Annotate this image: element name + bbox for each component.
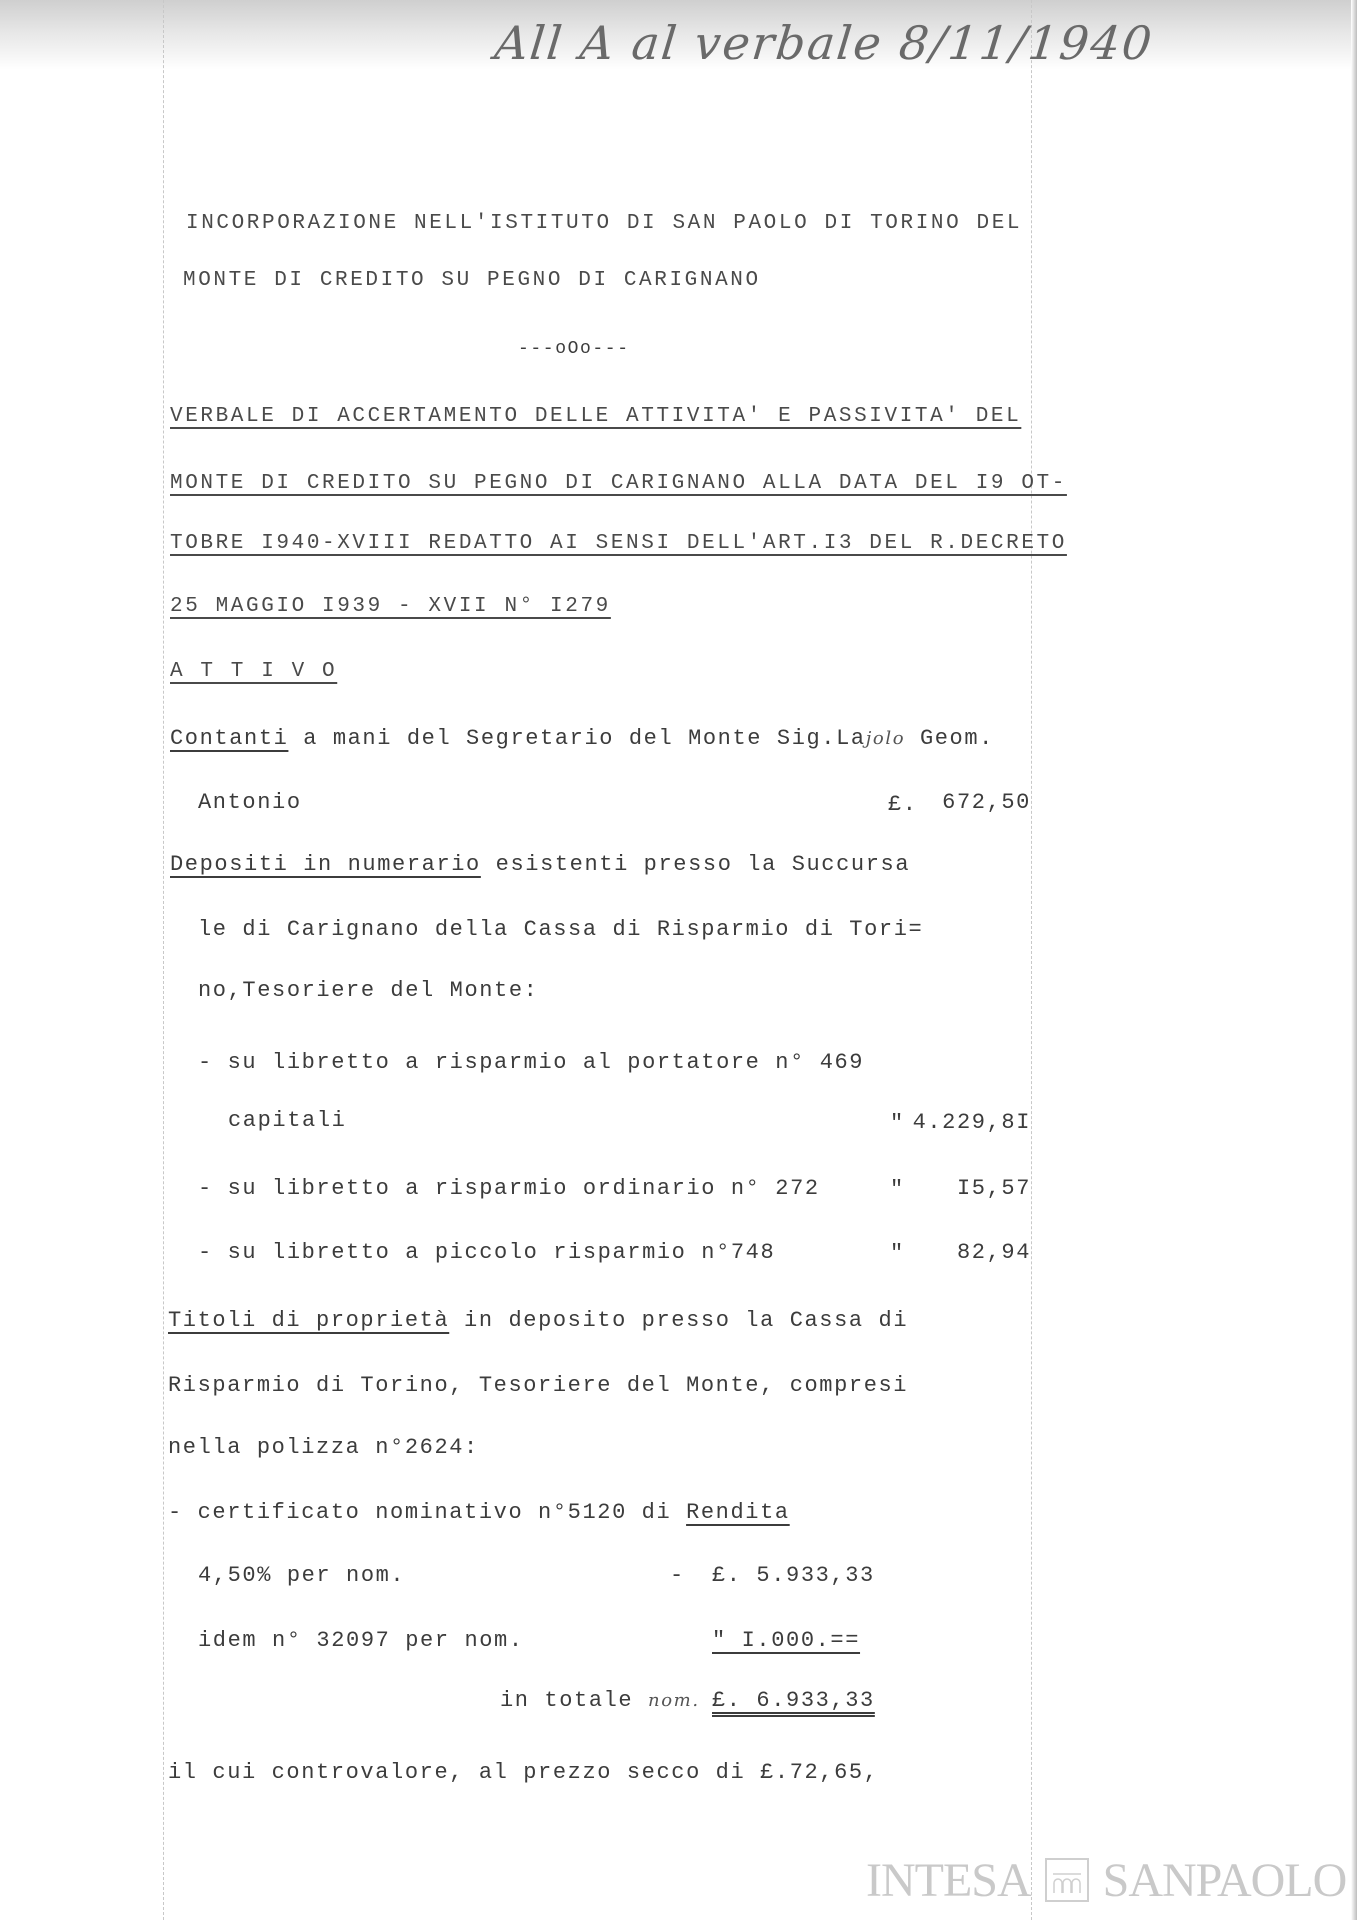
depositi-line-3: no,Tesoriere del Monte: bbox=[198, 978, 539, 1003]
verbale-line-3: TOBRE I940-XVIII REDATTO AI SENSI DELL'ART.I3 DEL R.DECRETO bbox=[170, 532, 1067, 555]
totale-label: in totale bbox=[500, 1688, 634, 1713]
logo-brand-right: SANPAOLO bbox=[1102, 1853, 1347, 1907]
verbale-line-1: VERBALE DI ACCERTAMENTO DELLE ATTIVITA' E PASSIVITA' DEL bbox=[170, 405, 1022, 428]
title-line-2: MONTE DI CREDITO SU PEGNO DI CARIGNANO bbox=[183, 269, 761, 292]
contanti-text-end: Geom. bbox=[905, 726, 994, 751]
idem-amount: " I.000.== bbox=[712, 1628, 861, 1653]
totale-amount: £. 6.933,33 bbox=[712, 1688, 875, 1713]
libretto-3-ditto: " bbox=[890, 1241, 905, 1266]
arches-icon bbox=[1052, 1872, 1082, 1894]
entry-depositi bbox=[170, 852, 910, 877]
certificato-dash: - bbox=[670, 1563, 685, 1588]
contanti-label: Contanti bbox=[170, 726, 289, 751]
certificato-line-2: 4,50% per nom. bbox=[198, 1563, 406, 1588]
contanti-name-handwritten: jolo bbox=[865, 728, 906, 749]
titoli-label: Titoli di proprietà bbox=[168, 1308, 450, 1333]
depositi-text: esistenti presso la Succursa bbox=[480, 852, 911, 877]
depositi-line-2: le di Carignano della Cassa di Risparmio di Tori= bbox=[198, 917, 924, 942]
libretto-1-amount: 4.229,8I bbox=[912, 1110, 1031, 1135]
antonio-currency: £. bbox=[888, 792, 918, 817]
libretto-1-line-2: capitali bbox=[228, 1108, 347, 1133]
titoli-text: in deposito presso la Cassa di bbox=[449, 1308, 909, 1333]
verbale-line-4: 25 MAGGIO I939 - XVII N° I279 bbox=[170, 595, 611, 618]
idem-line: idem n° 32097 per nom. bbox=[198, 1628, 524, 1653]
contanti-text: a mani del Segretario del Monte Sig. bbox=[288, 726, 837, 751]
logo-brand-left: INTESA bbox=[866, 1853, 1031, 1907]
libretto-3: - su libretto a piccolo risparmio n°748 bbox=[198, 1240, 776, 1265]
entry-titoli bbox=[168, 1308, 908, 1333]
libretto-3-amount: 82,94 bbox=[956, 1240, 1031, 1265]
intesa-sanpaolo-logo bbox=[866, 1850, 1346, 1910]
entry-contanti bbox=[170, 726, 994, 751]
separator: ---oOo--- bbox=[518, 339, 630, 359]
libretto-1-ditto: " bbox=[890, 1111, 905, 1136]
section-heading-attivo: A T T I V O bbox=[170, 660, 338, 683]
libretto-2-amount: I5,57 bbox=[956, 1176, 1031, 1201]
libretto-1-line-1: - su libretto a risparmio al portatore n° 469 bbox=[198, 1050, 865, 1075]
verbale-line-2: MONTE DI CREDITO SU PEGNO DI CARIGNANO ALLA DATA DEL I9 OT- bbox=[170, 472, 1067, 495]
titoli-line-3: nella polizza n°2624: bbox=[168, 1435, 479, 1460]
contanti-name-typed: La bbox=[836, 726, 866, 751]
entry-antonio: Antonio bbox=[198, 790, 302, 815]
totale-handwritten: nom. bbox=[648, 1690, 700, 1711]
antonio-amount: 672,50 bbox=[942, 790, 1031, 815]
certificato-rendita: Rendita bbox=[686, 1500, 790, 1525]
handwritten-annotation: All A al verbale 8/11/1940 bbox=[492, 16, 1157, 70]
depositi-label: Depositi in numerario bbox=[170, 852, 481, 877]
scan-shadow-right bbox=[1351, 0, 1357, 1920]
left-margin-rule bbox=[163, 0, 164, 1920]
right-margin-rule bbox=[1031, 0, 1032, 1920]
controvalore-line: il cui controvalore, al prezzo secco di £.72,65, bbox=[168, 1760, 879, 1785]
totale-line bbox=[500, 1688, 700, 1713]
certificato-amount: £. 5.933,33 bbox=[712, 1563, 875, 1588]
certificato-line-1 bbox=[168, 1500, 790, 1525]
libretto-2: - su libretto a risparmio ordinario n° 272 bbox=[198, 1176, 820, 1201]
certificato-text: - certificato nominativo n°5120 di bbox=[168, 1500, 687, 1525]
title-line-1: INCORPORAZIONE NELL'ISTITUTO DI SAN PAOLO DI TORINO DEL bbox=[186, 212, 1023, 235]
titoli-line-2: Risparmio di Torino, Tesoriere del Monte, compresi bbox=[168, 1373, 909, 1398]
logo-arches-icon bbox=[1045, 1858, 1089, 1902]
libretto-2-ditto: " bbox=[890, 1177, 905, 1202]
